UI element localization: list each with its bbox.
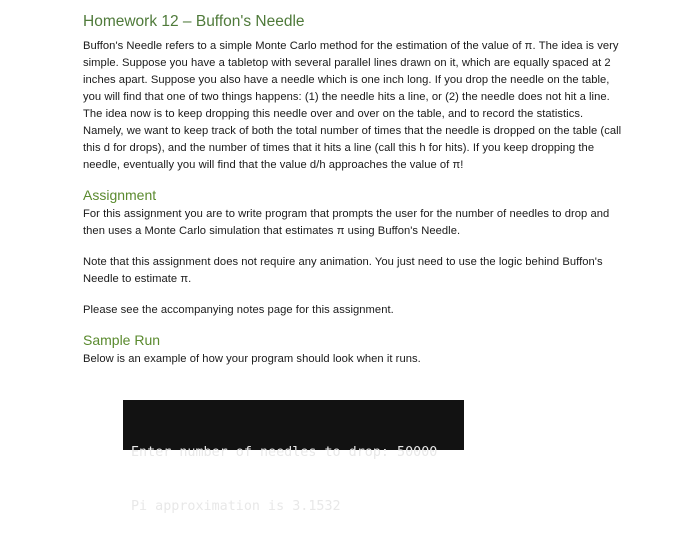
terminal-output: [123, 400, 464, 514]
assignment-paragraph-2: Note that this assignment does not require any animation. You just need to use the logic behind Buffon's Needle to estimate π.: [83, 256, 603, 285]
assignment-paragraph-3: Please see the accompanying notes page for this assignment.: [83, 304, 394, 316]
sample-run-heading: Sample Run: [83, 332, 161, 348]
terminal-line-2: Pi approximation is 3.1532: [131, 499, 341, 514]
assignment-heading: Assignment: [83, 187, 157, 203]
sample-run-paragraph: Below is an example of how your program should look when it runs.: [83, 353, 421, 365]
terminal-line-1: Enter number of needles to drop: 50000: [131, 445, 438, 460]
assignment-paragraph-1: For this assignment you are to write program that prompts the user for the number of needles to drop and then uses a Monte Carlo simulation that estimates π using Buffon's Needle.: [83, 208, 610, 237]
intro-paragraph: Buffon's Needle refers to a simple Monte Carlo method for the estimation of the value of π. The idea is very simple. Suppose you have a tabletop with several parallel lines drawn on it, which are equally spaced at 2 inches apart. Suppose you also have a needle which is one inch long. If you drop the needle on the table, you will find that one of two things happens: (1) the needle hits a line, or (2) the needle does not hit a line. The idea now is to keep dropping this needle over and over on the table, and to record the statistics. Namely, we want to keep track of both the total number of times that the needle is dropped on the table (call this d for drops), and the number of times that it hits a line (call this h for hits). If you keep dropping the needle, eventually you will find that the value d/h approaches the value of π!: [83, 40, 622, 171]
document-page: [83, 12, 623, 368]
page-title: Homework 12 – Buffon's Needle: [83, 13, 305, 30]
